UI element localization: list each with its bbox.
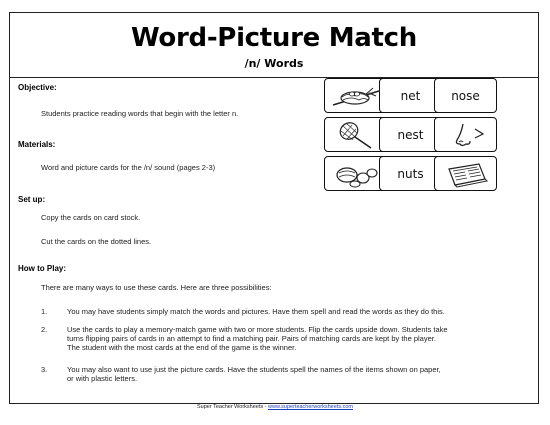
footer-link[interactable]: www.superteacherworksheets.com	[268, 404, 353, 410]
picture-card	[324, 117, 387, 152]
card-word: net	[400, 88, 421, 103]
list-item-line: You may have students simply match the words and pictures. Have them spell and read the words as they do this.	[67, 307, 445, 316]
worksheet-page	[9, 12, 539, 404]
butterfly-net-icon	[329, 120, 383, 150]
card-word: nuts	[397, 166, 424, 181]
footer-credit	[0, 404, 550, 410]
setup-heading: Set up:	[18, 195, 46, 204]
word-card	[379, 156, 442, 191]
word-card	[379, 117, 442, 152]
list-item-line: or with plastic letters.	[67, 374, 138, 383]
objective-text: Students practice reading words that begin with the letter n.	[41, 109, 239, 118]
bird-nest-icon	[329, 81, 383, 111]
page-title: Word-Picture Match	[130, 23, 418, 53]
word-card	[379, 78, 442, 113]
list-item	[67, 325, 532, 352]
card-word: nose	[451, 88, 480, 103]
newspaper-icon	[439, 159, 493, 189]
how-to-play-intro: There are many ways to use these cards. Here are three possibilities:	[41, 283, 272, 292]
how-to-play-heading: How to Play:	[18, 264, 67, 273]
list-item	[67, 365, 532, 383]
objective-heading: Objective:	[18, 83, 57, 92]
list-item-line: turns flipping pairs of cards in an attempt to find a matching pair. Pairs of matching cards are kept by the player.	[67, 334, 436, 343]
list-item	[67, 307, 532, 316]
picture-card	[324, 156, 387, 191]
list-item-line: You may also want to use just the picture cards. Have the students spell the names of the items shown on paper,	[67, 365, 441, 374]
materials-heading: Materials:	[18, 140, 56, 149]
setup-line: Copy the cards on card stock.	[41, 213, 141, 222]
materials-text: Word and picture cards for the /n/ sound (pages 2-3)	[41, 163, 216, 172]
list-item-number: 2.	[41, 325, 48, 334]
nuts-icon	[329, 159, 383, 189]
page-subtitle: /n/ Words	[244, 57, 304, 70]
list-item-number: 1.	[41, 307, 48, 316]
picture-card	[434, 117, 497, 152]
list-item-line: The student with the most cards at the end of the game is the winner.	[67, 343, 297, 352]
list-item-number: 3.	[41, 365, 48, 374]
nose-icon	[439, 120, 493, 150]
card-sample-grid	[324, 78, 498, 194]
word-card	[434, 78, 497, 113]
footer-prefix: Super Teacher Worksheets -	[196, 404, 269, 410]
setup-line: Cut the cards on the dotted lines.	[41, 237, 152, 246]
picture-card	[324, 78, 387, 113]
picture-card	[434, 156, 497, 191]
card-word: nest	[397, 127, 424, 142]
list-item-line: Use the cards to play a memory-match game with two or more students. Flip the cards upside down. Students take	[67, 325, 448, 334]
